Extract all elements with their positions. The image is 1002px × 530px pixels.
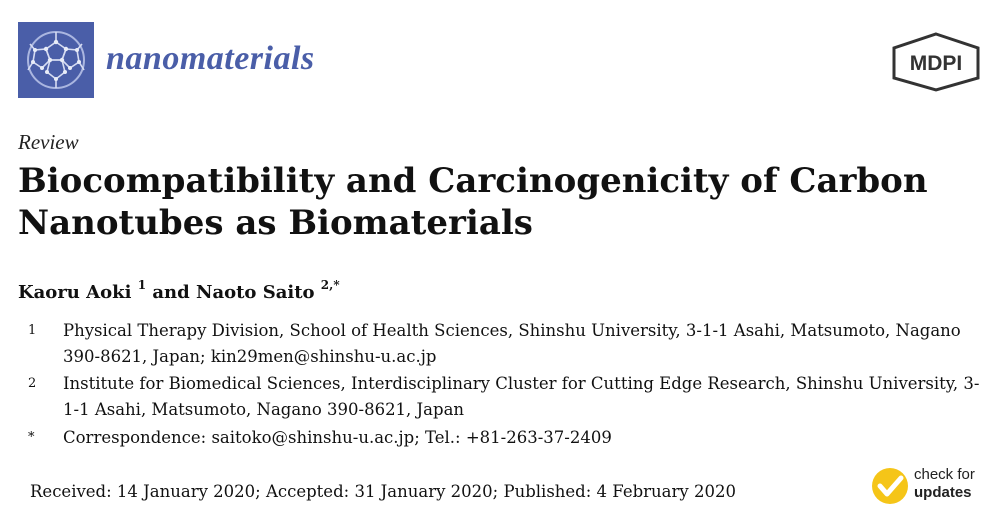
author-name: Naoto Saito	[195, 282, 315, 303]
affiliation-item	[18, 318, 988, 370]
author-list	[18, 280, 340, 303]
affiliation-text: Institute for Biomedical Sciences, Interdisciplinary Cluster for Cutting Edge Research, Shinshu University, 3-1-1 Asahi, Matsumoto, Nagano 390-8621, Japan	[63, 374, 980, 419]
author-affiliation-mark: 1	[137, 278, 147, 292]
correspondence-mark: *	[28, 430, 35, 445]
affiliation-mark: 1	[28, 323, 37, 338]
updates-label-line1: check for	[914, 466, 975, 483]
publisher-name: MDPI	[909, 52, 963, 75]
title-line-2: Nanotubes as Biomaterials	[18, 203, 533, 243]
article-title	[18, 160, 958, 244]
journal-logo-icon	[18, 22, 94, 98]
check-for-updates-button[interactable]	[870, 464, 990, 508]
affiliation-text: Physical Therapy Division, School of Health Sciences, Shinshu University, 3-1-1 Asahi, Matsumoto, Nagano 390-8621, Japan; kin29men@shinshu-u.ac.jp	[63, 321, 961, 366]
title-line-1: Biocompatibility and Carcinogenicity of Carbon	[18, 161, 928, 201]
checkmark-circle-icon	[870, 466, 910, 506]
article-type: Review	[18, 130, 79, 154]
affiliation-item	[18, 371, 988, 423]
author-affiliation-mark: 2,*	[320, 278, 340, 292]
affiliation-mark: 2	[28, 376, 37, 391]
author-name: Kaoru Aoki	[18, 282, 132, 303]
correspondence-item	[18, 425, 988, 451]
publication-dates: Received: 14 January 2020; Accepted: 31 January 2020; Published: 4 February 2020	[30, 482, 736, 501]
mdpi-logo-icon	[890, 32, 982, 92]
author-connector: and	[152, 282, 190, 303]
correspondence-text: Correspondence: saitoko@shinshu-u.ac.jp; Tel.: +81-263-37-2409	[63, 428, 612, 447]
journal-name: nanomaterials	[106, 40, 315, 77]
updates-label-line2: updates	[914, 484, 972, 501]
